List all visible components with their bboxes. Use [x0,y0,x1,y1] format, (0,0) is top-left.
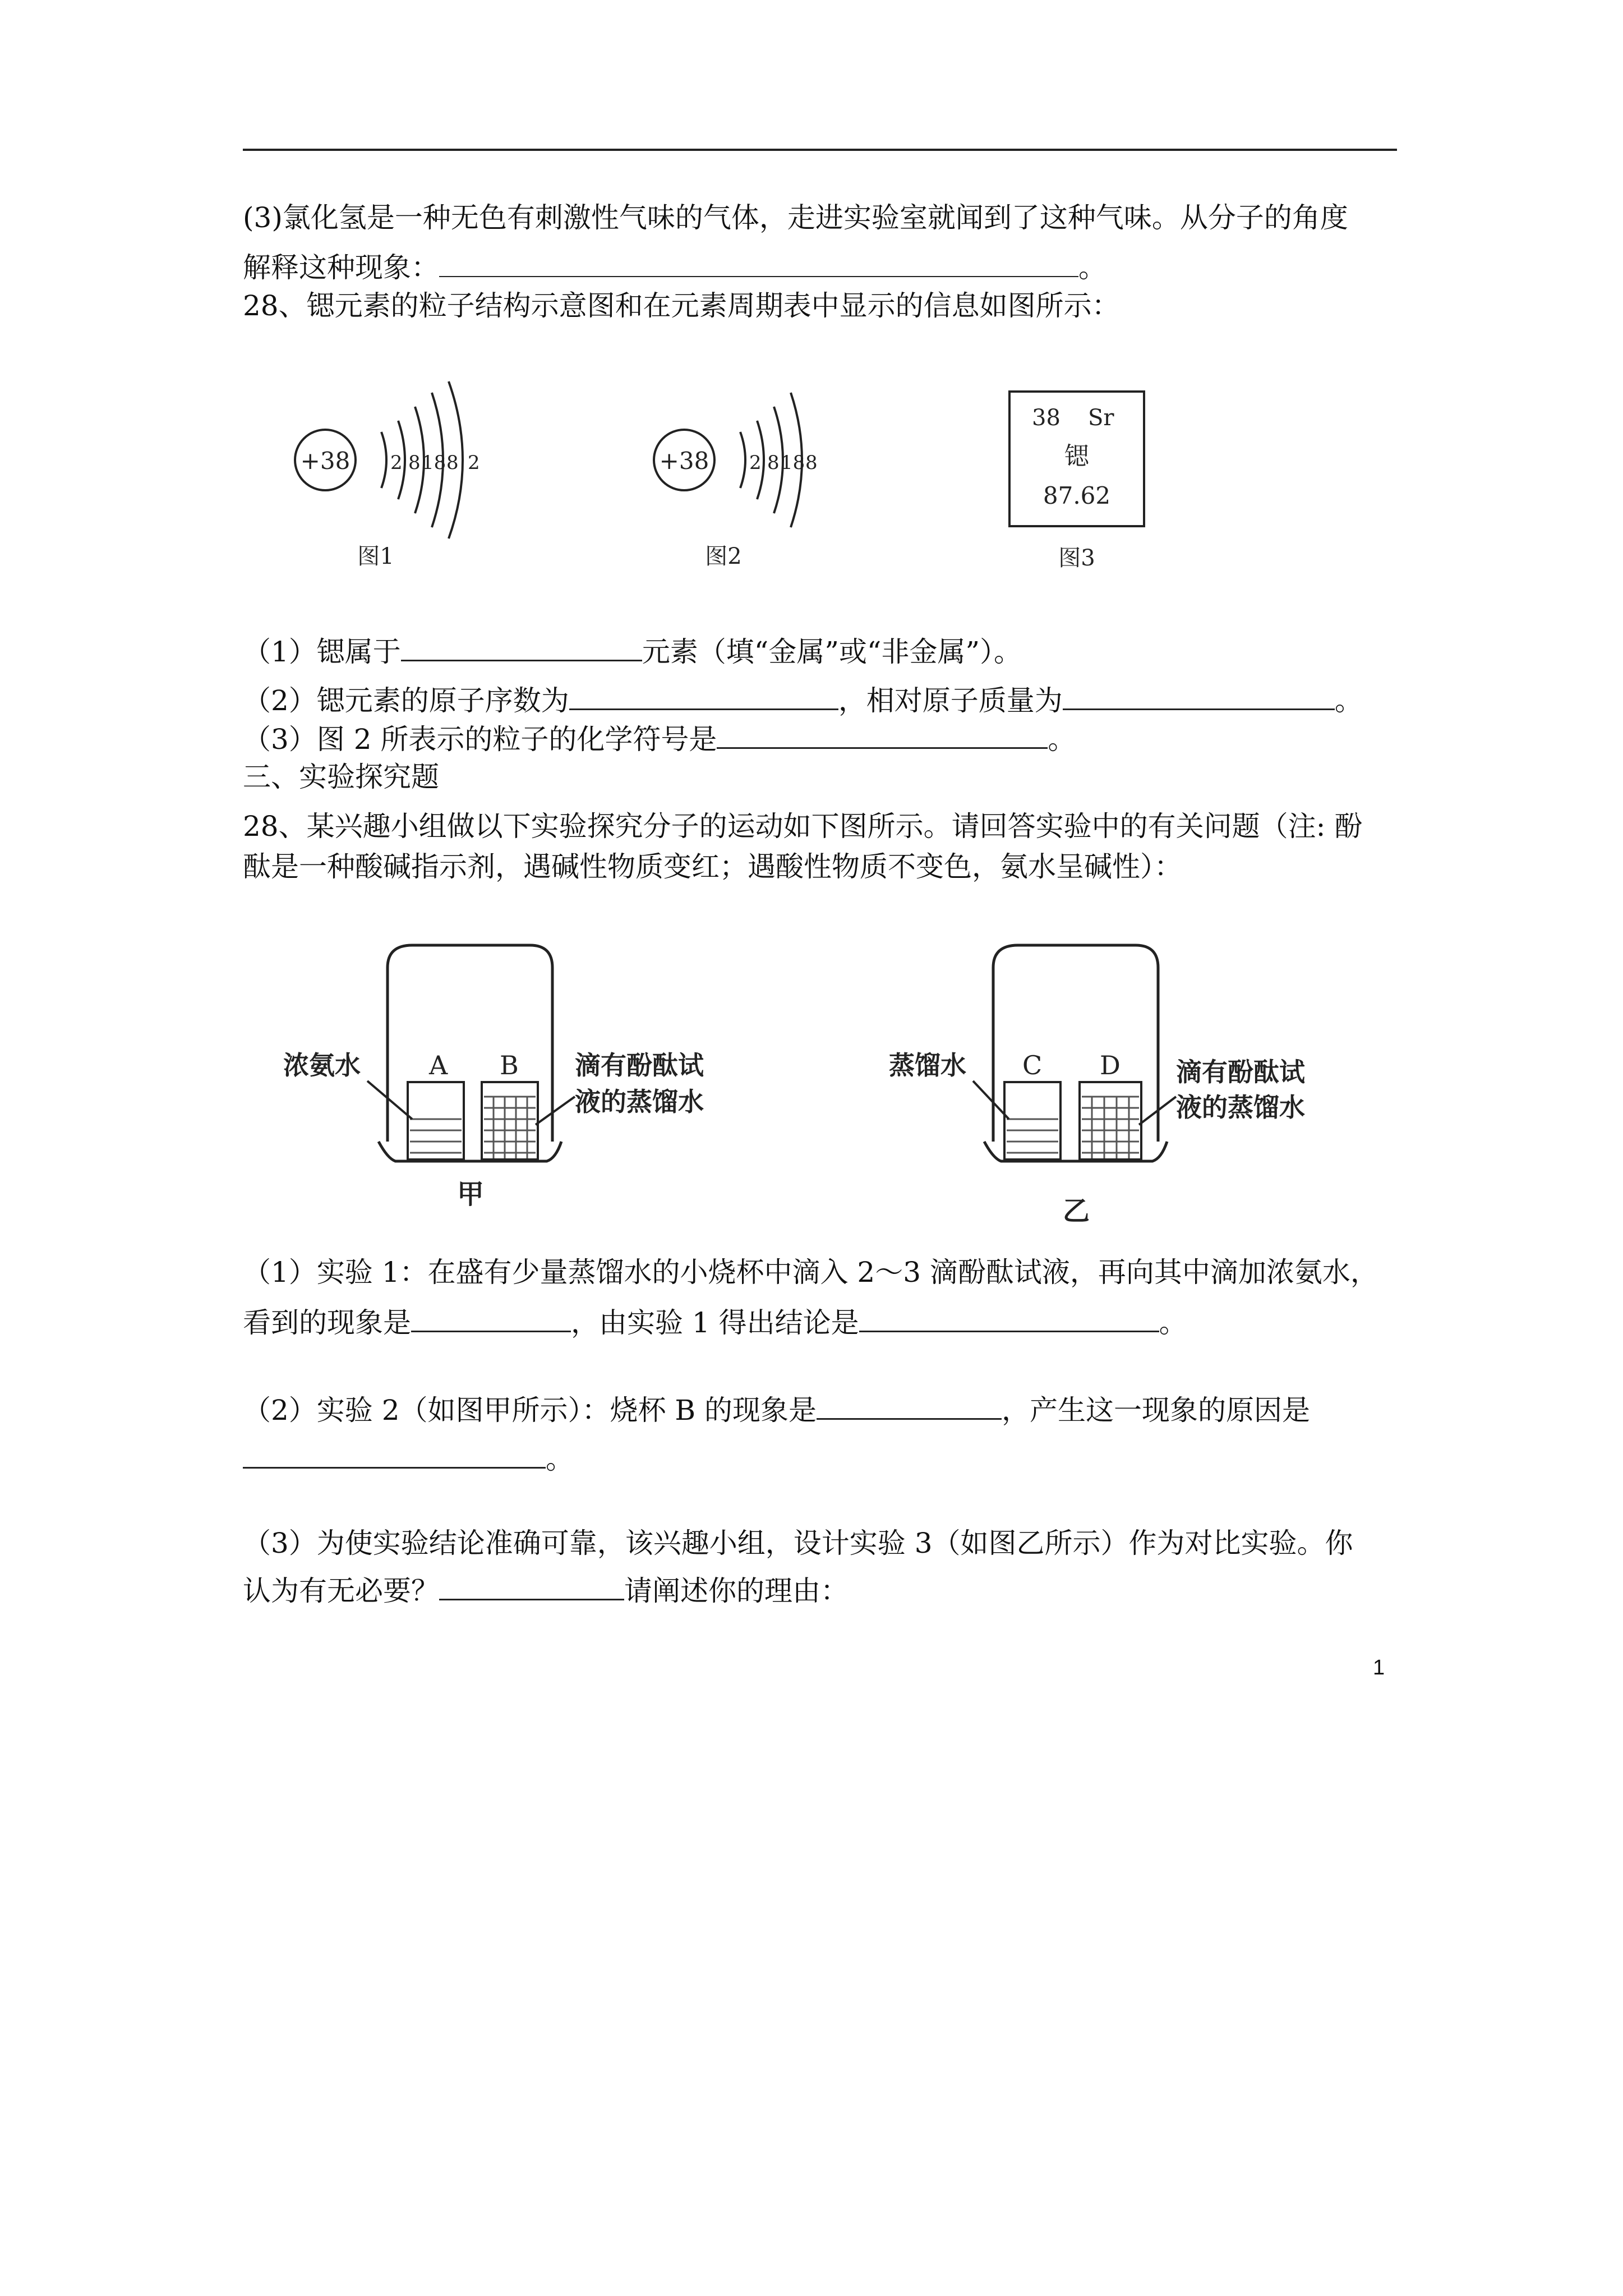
answer-blank[interactable] [569,680,838,710]
answer-blank[interactable] [439,1571,624,1600]
q28b-sub1-line1: （1）实验 1：在盛有少量蒸馏水的小烧杯中滴入 2～3 滴酚酞试液，再向其中滴加浓氨水， [243,1256,1378,1289]
answer-blank[interactable] [439,248,1078,277]
figure-1-caption: 图1 [357,544,394,569]
shell-1-count: 2 [390,452,403,474]
label-phenolphthalein-1: 滴有酚酞试 [575,1050,704,1080]
label-beaker-b: B [500,1050,519,1080]
bell-jar [993,945,1158,1142]
answer-blank[interactable] [717,719,1048,749]
q27-3-line1: (3)氯化氢是一种无色有刺激性气味的气体，走进实验室就闻到了这种气味。从分子的角度 [243,201,1348,234]
label-phenolphthalein-2: 液的蒸馏水 [575,1087,704,1117]
atomic-number: 38 [1032,405,1061,431]
shell-2-count: 8 [408,452,421,474]
q28b-sub2-line2: 。 [243,1439,574,1478]
q27-3-line2: 解释这种现象： 。 [243,248,1106,286]
q28-stem: 28、锶元素的粒子结构示意图和在元素周期表中显示的信息如图所示： [243,289,1120,322]
atomic-mass: 87.62 [1043,482,1111,509]
label-phenolphthalein-1: 滴有酚酞试 [1176,1057,1305,1087]
q28b-sub1-line2: 看到的现象是 ，由实验 1 得出结论是 。 [243,1303,1187,1341]
label-concentrated-ammonia: 浓氨水 [283,1050,361,1080]
figure-1-atom-structure [280,370,516,595]
answer-blank[interactable] [1063,680,1335,710]
q28b-stem-line1: 28、某兴趣小组做以下实验探究分子的运动如下图所示。请回答实验中的有关问题（注: 酚 [243,810,1363,843]
q28-sub3: （3）图 2 所表示的粒子的化学符号是 。 [243,719,1076,758]
q28-sub2: （2）锶元素的原子序数为 ，相对原子质量为 。 [243,680,1363,719]
q28b-stem-line2: 酞是一种酸碱指示剂，遇碱性物质变红；遇酸性物质不变色，氨水呈碱性）： [243,850,1182,883]
figure-2-ion-structure [639,370,852,595]
q28b-sub2-line1: （2）实验 2（如图甲所示）：烧杯 B 的现象是 ，产生这一现象的原因是 [243,1390,1310,1429]
element-name: 锶 [1064,442,1089,471]
shell-4-count: 8 [446,452,459,474]
label-beaker-a: A [429,1050,448,1080]
shell-3-count: 18 [422,452,446,474]
element-symbol: Sr [1088,405,1114,431]
figure-jia-caption: 甲 [457,1179,485,1210]
q28-sub1: （1）锶属于 元素（填“金属”或“非金属”）。 [243,632,1022,670]
shell-2-count: 8 [767,452,780,474]
beaker-a [408,1082,464,1159]
beaker-b [482,1082,538,1159]
shell-3-count: 18 [781,452,805,474]
label-distilled-water: 蒸馏水 [889,1050,966,1080]
section-3-title: 三、实验探究题 [243,761,439,793]
header-rule [243,149,1397,151]
shell-4-count: 8 [805,452,818,474]
answer-blank[interactable] [817,1390,1002,1420]
answer-blank[interactable] [243,1439,546,1469]
figure-yi-experiment [889,934,1405,1237]
beaker-d [1080,1082,1141,1159]
answer-blank[interactable] [859,1303,1159,1332]
figure-3-periodic-cell [1004,387,1150,589]
label-phenolphthalein-2: 液的蒸馏水 [1176,1092,1305,1122]
nucleus-charge: +38 [659,447,709,475]
answer-blank[interactable] [411,1303,571,1332]
figure-jia-experiment [283,934,788,1226]
page-number: 1 [1373,1656,1385,1680]
label-beaker-d: D [1100,1050,1121,1080]
q28b-sub3-line2: 认为有无必要？ 请阐述你的理由： [243,1571,849,1609]
figure-2-caption: 图2 [705,544,742,569]
figure-3-caption: 图3 [1058,545,1095,571]
shell-1-count: 2 [749,452,762,474]
figure-yi-caption: 乙 [1063,1195,1090,1227]
answer-blank[interactable] [401,632,642,661]
beaker-c [1004,1082,1061,1159]
shell-5-count: 2 [468,452,480,474]
nucleus-charge: +38 [300,447,351,475]
label-beaker-c: C [1022,1050,1043,1080]
q28b-sub3-line1: （3）为使实验结论准确可靠，该兴趣小组，设计实验 3（如图乙所示）作为对比实验。你 [243,1527,1353,1559]
